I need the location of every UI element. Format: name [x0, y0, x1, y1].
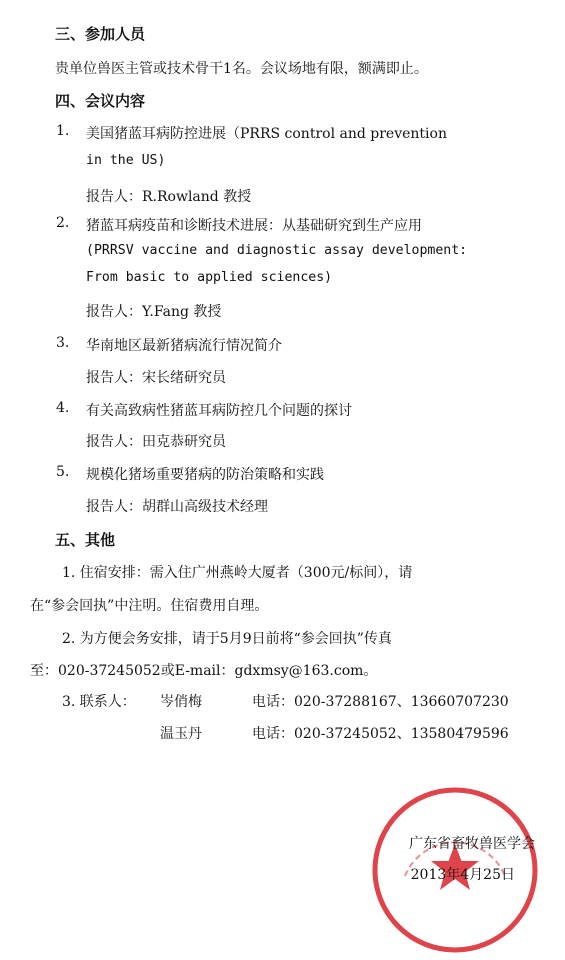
contact-phone: 电话：020-37288167、13660707230 — [252, 694, 509, 710]
signature-organization: 广东省畜牧兽医学会 — [409, 836, 535, 852]
talk-speaker: 报告人：R.Rowland 教授 — [86, 189, 252, 205]
other-item-1-line2: 在“参会回执”中注明。住宿费用自理。 — [30, 598, 269, 614]
talk-title-line: in the US) — [86, 153, 166, 168]
section-3-text: 贵单位兽医主管或技术骨干1名。会议场地有限，额满即止。 — [55, 61, 428, 77]
contact-name: 岑俏梅 — [160, 694, 202, 710]
other-item-2-line1: 2. 为方便会务安排，请于5月9日前将“参会回执”传真 — [62, 631, 392, 647]
talk-title-line: 猪蓝耳病疫苗和诊断技术进展：从基础研究到生产应用 — [86, 218, 422, 234]
section-3-title: 三、参加人员 — [55, 25, 146, 43]
signature-date: 2013年4月25日 — [410, 867, 515, 883]
other-item-1-line1: 1. 住宿安排：需入住广州燕岭大厦者（300元/标间），请 — [62, 565, 413, 581]
other-item-2-line2: 至：020-37245052或E-mail：gdxmsy@163.com。 — [30, 663, 378, 679]
section-4-title: 四、会议内容 — [55, 92, 146, 110]
talk-number: 4. — [56, 400, 70, 416]
contact-phone: 电话：020-37245052、13580479596 — [252, 726, 509, 742]
section-5-title: 五、其他 — [55, 531, 116, 549]
talk-speaker: 报告人：田克恭研究员 — [86, 434, 226, 450]
talk-title-line: 华南地区最新猪病流行情况简介 — [86, 338, 282, 354]
talk-number: 5. — [56, 464, 70, 480]
talk-title-line: (PRRSV vaccine and diagnostic assay development: — [86, 243, 468, 258]
talk-number: 2. — [56, 215, 70, 231]
talk-number: 1. — [56, 123, 70, 139]
talk-number: 3. — [56, 335, 70, 351]
talk-title-line: From basic to applied sciences) — [86, 270, 333, 285]
talk-title-line: 美国猪蓝耳病防控进展（PRRS control and prevention — [86, 126, 447, 142]
talk-speaker: 报告人：Y.Fang 教授 — [86, 304, 222, 320]
talk-speaker: 报告人：宋长绪研究员 — [86, 370, 226, 386]
talk-title-line: 有关高致病性猪蓝耳病防控几个问题的探讨 — [86, 403, 352, 419]
talk-title-line: 规模化猪场重要猪病的防治策略和实践 — [86, 467, 324, 483]
contact-name: 温玉丹 — [160, 726, 202, 742]
talk-speaker: 报告人：胡群山高级技术经理 — [86, 499, 268, 515]
contact-prefix: 3. 联系人： — [62, 694, 136, 710]
